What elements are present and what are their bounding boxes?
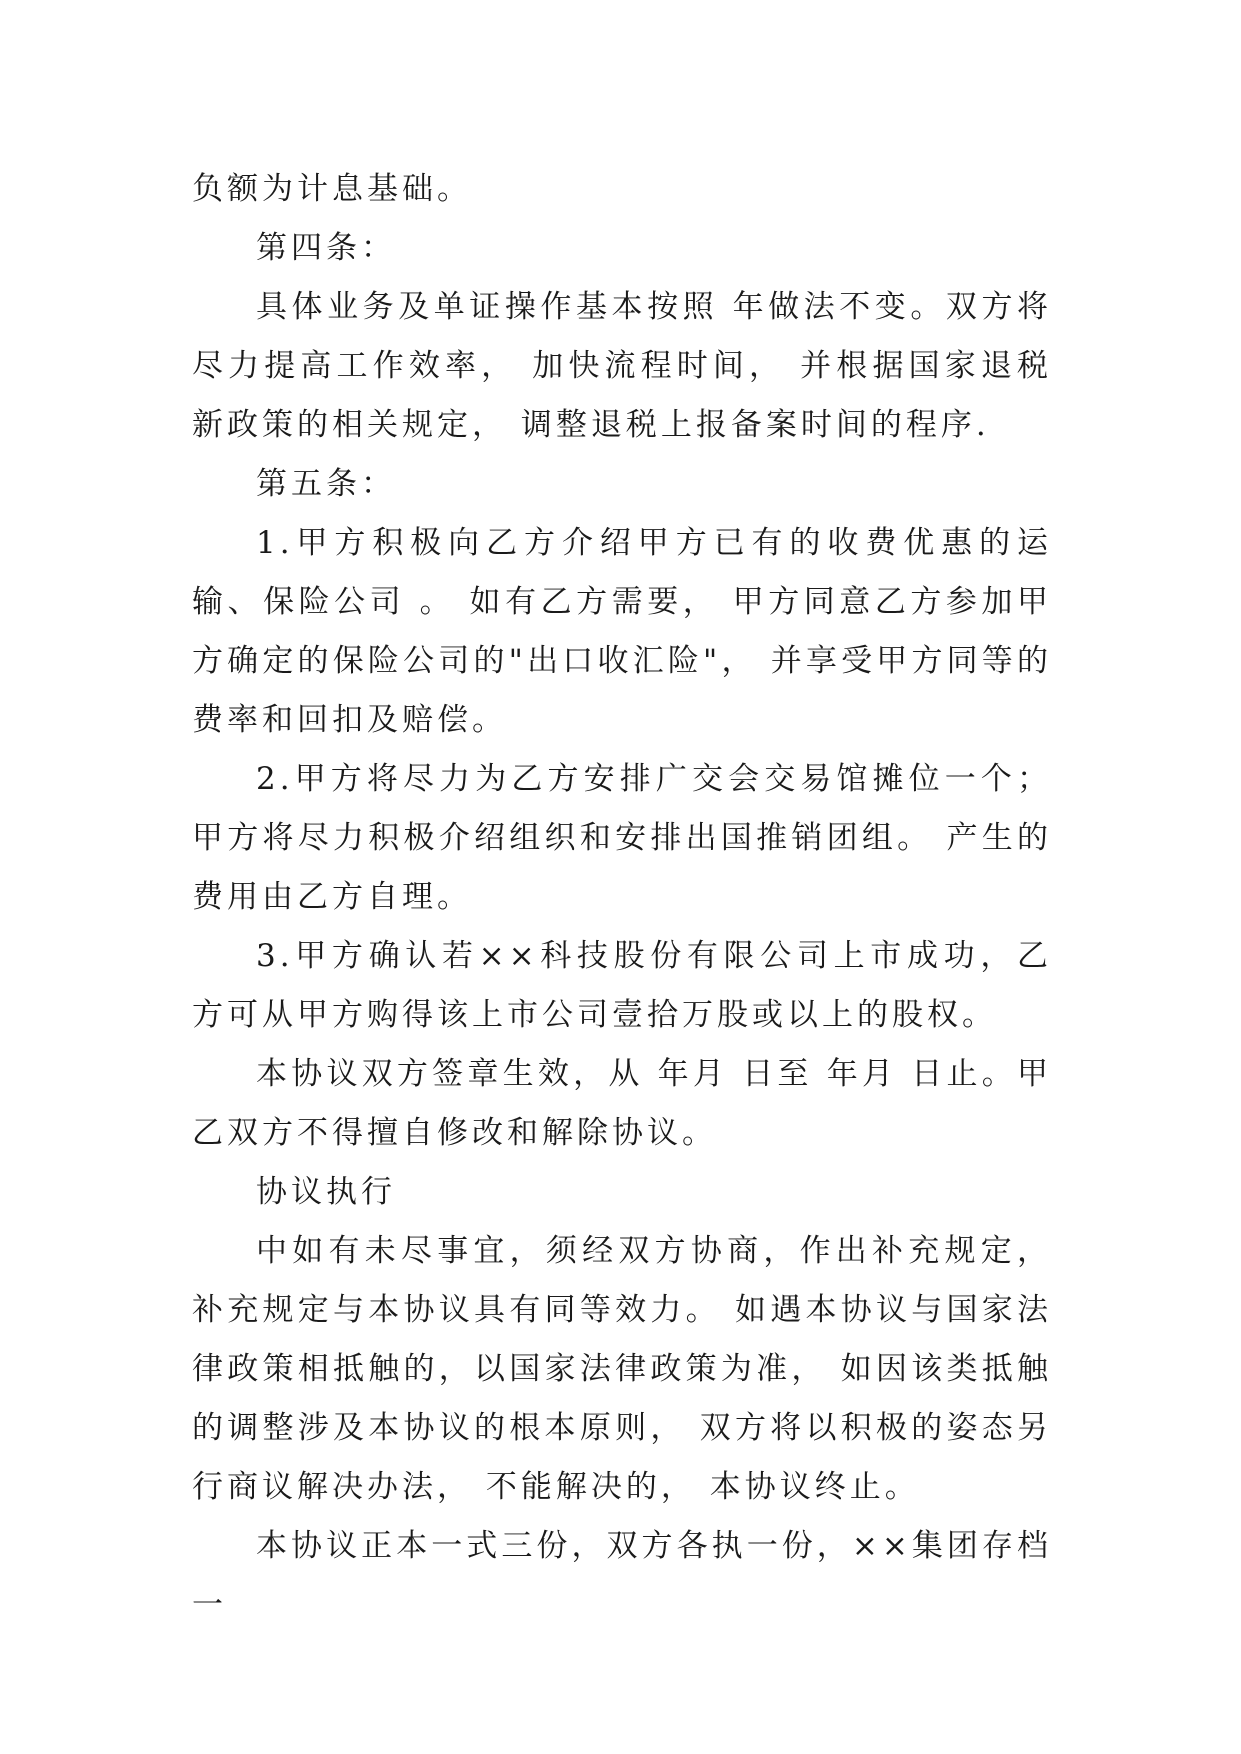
document-body (192, 160, 1052, 1635)
article-4-body: 具体业务及单证操作基本按照 年做法不变。双方将尽力提高工作效率， 加快流程时间， 并根据国家退税新政策的相关规定， 调整退税上报备案时间的程序. (192, 289, 1052, 443)
article-5-item-2: 2.甲方将尽力为乙方安排广交会交易馆摊位一个； 甲方将尽力积极介绍组织和安排出国推销团组。 产生的费用由乙方自理。 (192, 761, 1052, 915)
execution-body: 中如有未尽事宜，须经双方协商，作出补充规定，补充规定与本协议具有同等效力。 如遇本协议与国家法律政策相抵触的，以国家法律政策为准， 如因该类抵触的调整涉及本协议的根本原则， 双方将以积极的姿态另行商议解决办法， 不能解决的， 本协议终止。 (192, 1233, 1052, 1505)
copies-clause: 本协议正本一式三份，双方各执一份，××集团存档一 (192, 1528, 1052, 1623)
article-4-heading: 第四条： (256, 230, 396, 266)
execution-heading: 协议执行 (256, 1174, 396, 1210)
article-5-item-3: 3.甲方确认若××科技股份有限公司上市成功，乙方可从甲方购得该上市公司壹拾万股或以上的股权。 (192, 938, 1052, 1033)
article-5-item-1: 1.甲方积极向乙方介绍甲方已有的收费优惠的运输、保险公司 。 如有乙方需要， 甲方同意乙方参加甲方确定的保险公司的"出口收汇险"， 并享受甲方同等的费率和回扣及赔偿。 (192, 525, 1052, 738)
paragraph-interest-basis: 负额为计息基础。 (192, 171, 472, 207)
validity-clause: 本协议双方签章生效，从 年月 日至 年月 日止。甲乙双方不得擅自修改和解除协议。 (192, 1056, 1052, 1151)
article-5-heading: 第五条： (256, 466, 396, 502)
